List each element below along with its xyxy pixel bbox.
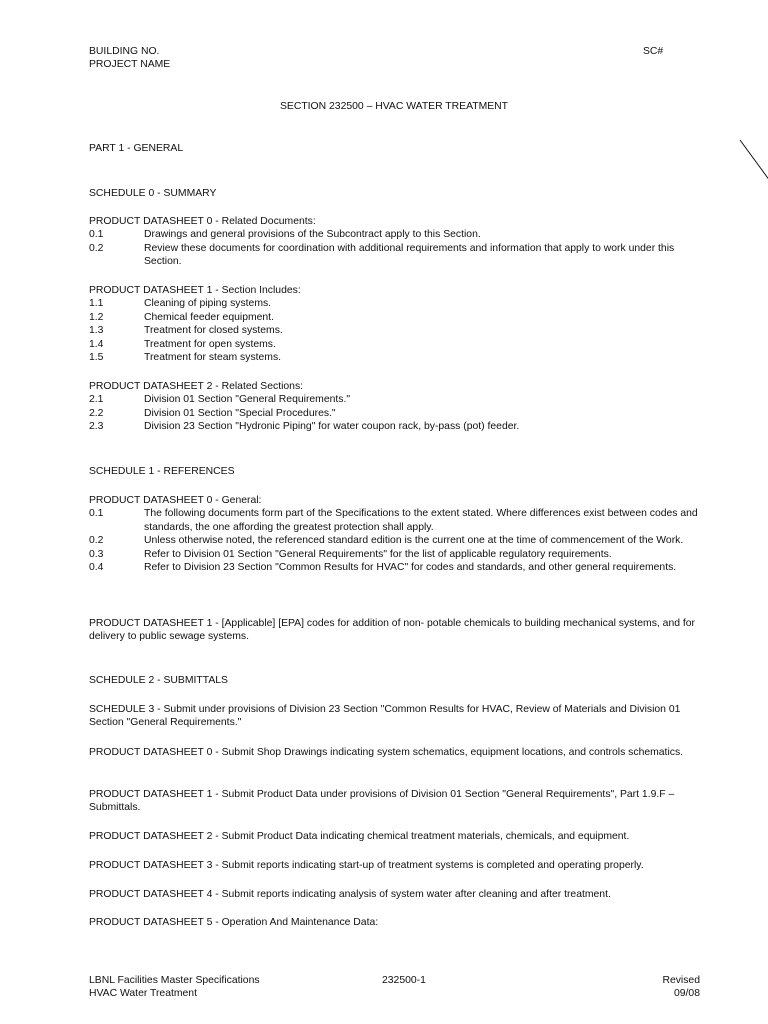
schedule-1-datasheet-0 [89,494,701,574]
list-item [89,242,701,269]
item-number: 0.1 [89,508,104,520]
list-item [89,561,701,574]
footer-page-number: 232500-1 [382,975,426,986]
revision-mark-line [738,138,768,183]
item-number: 2.2 [89,407,104,419]
item-text: Division 01 Section "General Requirements." [144,394,351,406]
list-item [89,311,701,324]
submittal-paragraph: PRODUCT DATASHEET 1 - Submit Product Data under provisions of Division 01 Section "General Requirements", Part 1.9.F – Submittals. [89,789,675,814]
sc-number: SC# [643,46,664,57]
item-text: The following documents form part of the Specifications to the extent stated. Where differences exist between codes and standards, the one affording the greatest protection shall apply. [144,508,698,533]
item-text: Chemical feeder equipment. [144,311,274,323]
schedule-3-paragraph: SCHEDULE 3 - Submit under provisions of Division 23 Section "Common Results for HVAC, Review of Materials and Division 01 Section "General Requirements." [89,704,681,729]
submittal-paragraph: PRODUCT DATASHEET 0 - Submit Shop Drawings indicating system schematics, equipment locations, and controls schematics. [89,747,684,758]
item-number: 1.3 [89,325,104,337]
schedule-0-datasheet-0 [89,215,701,269]
submittal-paragraph: PRODUCT DATASHEET 4 - Submit reports indicating analysis of system water after cleaning and after treatment. [89,889,611,900]
item-number: 0.4 [89,562,104,574]
list-item [89,507,701,534]
section-title: SECTION 232500 – HVAC WATER TREATMENT [279,101,509,112]
footer-revised-date: 09/08 [673,988,700,1000]
schedule-0-datasheet-2 [89,380,701,434]
schedule-1-heading: SCHEDULE 1 - REFERENCES [89,466,235,477]
list-item [89,351,701,364]
part-heading: PART 1 - GENERAL [89,143,184,154]
datasheet-heading: PRODUCT DATASHEET 2 - Related Sections: [89,381,304,392]
submittal-paragraph: PRODUCT DATASHEET 2 - Submit Product Data indicating chemical treatment materials, chemicals, and equipment. [89,831,630,842]
project-name: PROJECT NAME [89,59,171,71]
schedule-0-datasheet-1 [89,284,701,364]
list-item [89,548,701,561]
list-item [89,420,701,433]
schedule-1-datasheet-1: PRODUCT DATASHEET 1 - [Applicable] [EPA] codes for addition of non- potable chemicals to building mechanical systems, and for delivery to public sewage systems. [89,618,696,643]
item-text: Cleaning of piping systems. [144,298,272,310]
datasheet-heading: PRODUCT DATASHEET 0 - Related Documents: [89,216,316,227]
datasheet-heading: PRODUCT DATASHEET 0 - General: [89,495,262,506]
list-item [89,338,701,351]
submittal-paragraph: PRODUCT DATASHEET 5 - Operation And Maintenance Data: [89,917,379,928]
building-number: BUILDING NO. [89,46,160,57]
submittal-paragraph: PRODUCT DATASHEET 3 - Submit reports indicating start-up of treatment systems is completed and operating properly. [89,860,644,871]
datasheet-heading: PRODUCT DATASHEET 1 - Section Includes: [89,285,301,296]
item-number: 1.4 [89,338,104,350]
item-text: Treatment for closed systems. [144,325,283,337]
schedule-0-heading: SCHEDULE 0 - SUMMARY [89,188,217,199]
item-text: Treatment for steam systems. [144,352,282,364]
footer-right [600,974,700,1001]
item-number: 0.3 [89,548,104,560]
list-item [89,534,701,547]
item-text: Division 01 Section "Special Procedures." [144,407,336,419]
item-text: Refer to Division 01 Section "General Requirements" for the list of applicable regulatory requirements. [144,548,612,560]
list-item [89,407,701,420]
item-number: 0.1 [89,229,104,241]
item-number: 2.3 [89,421,104,433]
footer-section-name: HVAC Water Treatment [89,988,197,1000]
footer-left [89,974,260,1001]
item-text: Unless otherwise noted, the referenced standard edition is the current one at the time of commencement of the Work. [144,535,684,547]
header-left [89,45,170,72]
item-text: Refer to Division 23 Section "Common Results for HVAC" for codes and standards, and other general requirements. [144,562,677,574]
item-text: Division 23 Section "Hydronic Piping" for water coupon rack, by-pass (pot) feeder. [144,421,520,433]
list-item [89,324,701,337]
footer-revised-label: Revised [662,975,700,986]
item-number: 0.2 [89,242,104,254]
item-number: 0.2 [89,535,104,547]
item-number: 2.1 [89,394,104,406]
list-item [89,393,701,406]
list-item [89,228,701,241]
footer-spec-name: LBNL Facilities Master Specifications [89,975,260,986]
item-number: 1.1 [89,298,104,310]
schedule-2-heading: SCHEDULE 2 - SUBMITTALS [89,675,228,686]
item-text: Drawings and general provisions of the Subcontract apply to this Section. [144,229,481,241]
item-number: 1.2 [89,311,104,323]
item-text: Treatment for open systems. [144,338,276,350]
list-item [89,297,701,310]
item-text: Review these documents for coordination with additional requirements and information that apply to work under this Section. [144,242,675,268]
item-number: 1.5 [89,352,104,364]
